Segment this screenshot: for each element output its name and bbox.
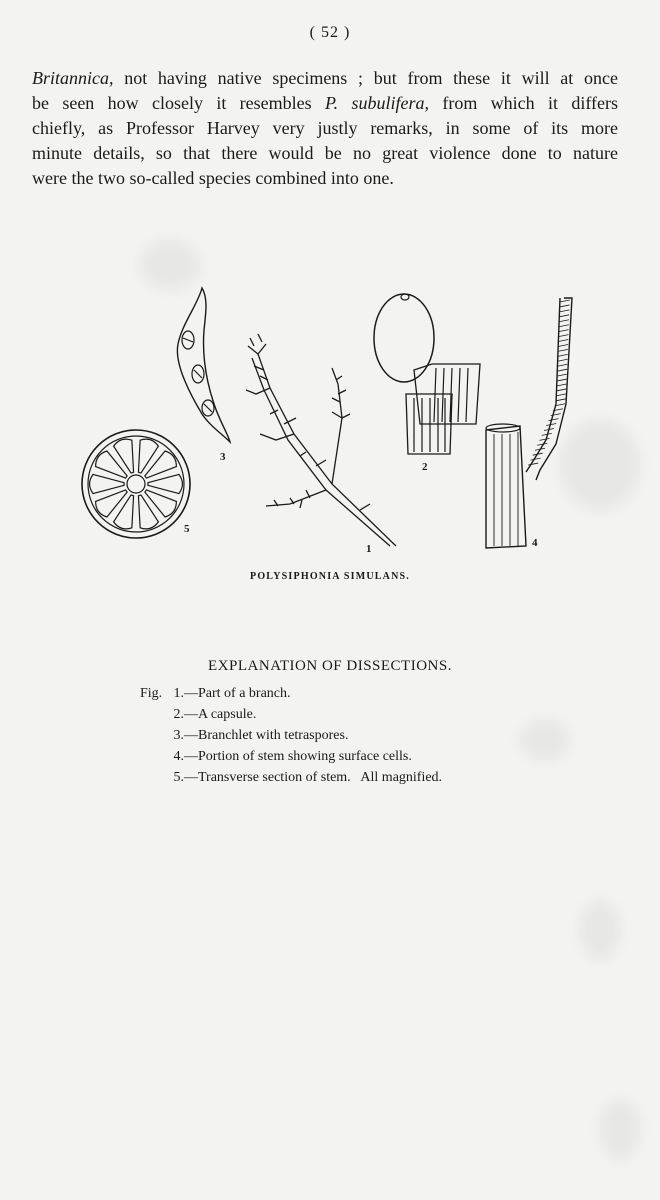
stem-cell-line [558, 340, 568, 342]
stem-cell-line [530, 458, 540, 460]
item-number: 2. [173, 707, 184, 722]
fig-prefix-spacer [140, 767, 172, 788]
stem-cell-line [556, 399, 566, 401]
fig5-transverse-section [82, 430, 190, 538]
explanation-item [140, 746, 442, 767]
text-run: not having native specimens ; but from these it will at once [113, 68, 618, 88]
stem-cell-line [559, 310, 569, 312]
stem-cell-line [559, 315, 569, 317]
plate-caption: POLYSIPHONIA SIMULANS. [250, 571, 410, 582]
body-paragraph [32, 66, 618, 191]
body-line: chiefly, as Professor Harvey very justly remarks, in some of its more [32, 118, 618, 138]
fig-prefix-spacer [140, 746, 172, 767]
stem-cell-line [548, 419, 558, 421]
italic-text: Britannica, [32, 68, 114, 88]
section-cell [96, 451, 128, 478]
stem-cell-line [551, 414, 561, 416]
item-number: 4. [173, 749, 184, 764]
paper-stain [600, 1100, 640, 1160]
fig2-capsule [374, 294, 480, 454]
page-number: ( 52 ) [309, 24, 351, 41]
fig4-stem [486, 298, 572, 548]
botanical-plate [70, 284, 590, 564]
paper-stain [140, 240, 200, 290]
stem-cell-line [557, 369, 567, 371]
stem-cell-line [556, 384, 566, 386]
body-line: minute details, so that there would be no great violence done to nature [32, 143, 618, 163]
stem-cell-line [557, 374, 567, 376]
stem-cell-line [558, 335, 568, 337]
stem-cell-line [559, 325, 569, 327]
fig-prefix-spacer [140, 704, 172, 725]
stem-cell-line [556, 394, 566, 396]
section-cell [148, 474, 183, 493]
fig3-label: 3 [220, 451, 226, 463]
section-cell [90, 474, 125, 493]
fig1-branch [246, 334, 396, 546]
stem-cell-line [558, 354, 568, 356]
explanation-list [140, 683, 442, 788]
fig3-branchlet [177, 288, 230, 442]
item-number: 5. [173, 770, 184, 785]
explanation-item [140, 767, 442, 788]
plate-illustration [70, 284, 590, 564]
fig-prefix: Fig. [140, 686, 163, 701]
body-line [32, 66, 618, 91]
stem-cell-line [556, 389, 566, 391]
item-text: —A capsule. [184, 707, 257, 722]
stem-cell-line [560, 305, 570, 307]
stem-cell-line [560, 300, 570, 302]
item-text: —Transverse section of stem. All magnified. [184, 770, 443, 785]
stem-cell-line [557, 359, 567, 361]
fig4-label: 4 [532, 537, 538, 549]
text-run: be seen how closely it resembles [32, 93, 312, 113]
body-line [32, 91, 618, 116]
item-text: —Part of a branch. [184, 686, 291, 701]
section-cell [138, 495, 158, 529]
item-number: 1. [173, 686, 184, 701]
item-text: —Portion of stem showing surface cells. [184, 749, 412, 764]
stem-cell-line [557, 379, 567, 381]
body-line: were the two so-called species combined into one. [32, 168, 394, 188]
section-cell [114, 439, 134, 473]
section-cell [145, 451, 177, 478]
item-text: —Branchlet with tetraspores. [184, 728, 349, 743]
fig1-label: 1 [366, 543, 372, 555]
paper-stain [520, 720, 570, 760]
section-cell [145, 490, 177, 517]
text-run: from which it differs [429, 93, 618, 113]
stem-cell-line [557, 364, 567, 366]
fig2-label: 2 [422, 461, 428, 473]
stem-cell-line [539, 438, 549, 440]
item-number: 3. [173, 728, 184, 743]
stem-cell-line [558, 349, 568, 351]
stem-cell-line [528, 463, 538, 465]
section-cell [138, 439, 158, 473]
explanation-item [140, 725, 442, 746]
fig-prefix-spacer [140, 725, 172, 746]
fig5-label: 5 [184, 523, 190, 535]
italic-text: P. subulifera, [311, 93, 429, 113]
stem-cell-line [558, 344, 568, 346]
stem-cell-line [559, 320, 569, 322]
explanation-item [140, 704, 442, 725]
section-cell [96, 490, 128, 517]
explanation-title: EXPLANATION OF DISSECTIONS. [208, 658, 452, 674]
explanation-item [140, 683, 442, 704]
section-cell [114, 495, 134, 529]
stem-cell-line [559, 330, 569, 332]
paper-stain [580, 900, 620, 960]
